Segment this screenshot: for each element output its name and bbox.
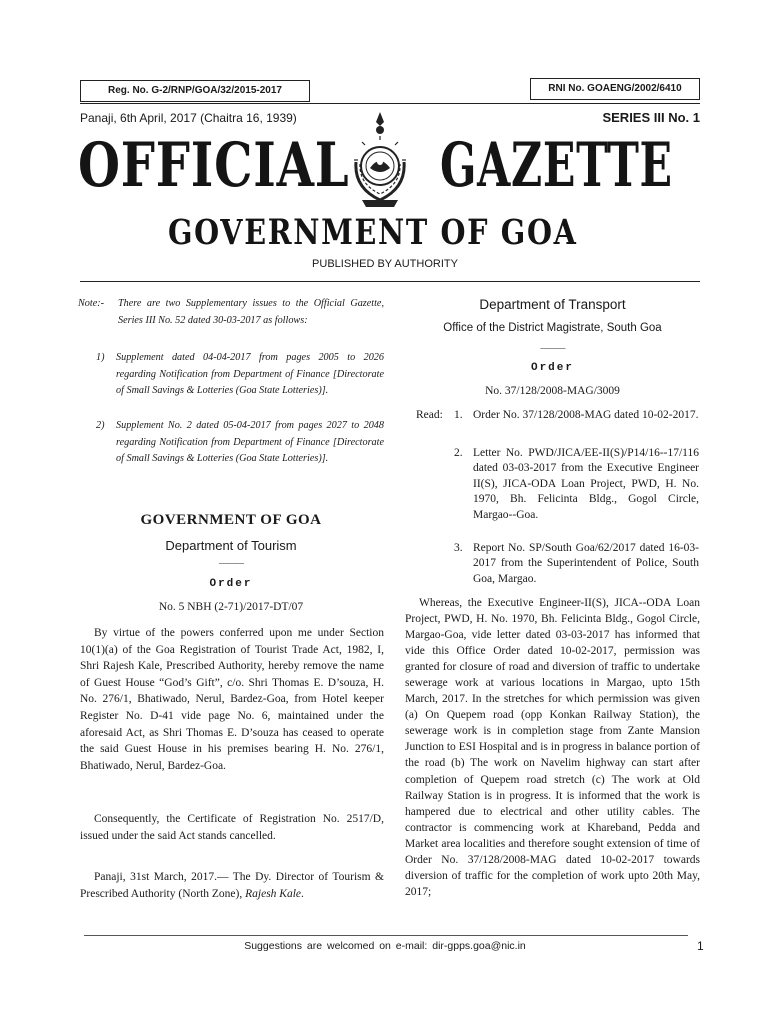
tourism-paragraph-2: Consequently, the Certificate of Registration No. 2517/D, issued under the said Act stands cancelled. (80, 813, 384, 842)
published-by-authority: PUBLISHED BY AUTHORITY (312, 258, 458, 270)
read-item-number: 3. (454, 542, 463, 554)
masthead-official: OFFICIAL (78, 130, 350, 201)
department-of-tourism: Department of Tourism (165, 538, 297, 553)
department-of-transport: Department of Transport (479, 297, 626, 312)
header-top-rule (80, 103, 700, 104)
page-number: 1 (697, 939, 704, 953)
transport-paragraph-1: Whereas, the Executive Engineer-II(S), JICA--ODA Loan Project, PWD, H. No. 1970, Bh. Felicinta Bldg., Gogol Circle, Margao-Goa, vide letter dated 03-03-2017 has informed that vide this Office Order dated 10-02-2017, permission was granted for closure of road and diversion of traffic to undertake sewerage work at various locations in Margao, upto 15th March, 2017. In the stretches for which permission was given (a) On Quepem road (opp Konkan Railway Station), the sewerage work is in completion stage from Zante Mansion Junction to ESI Hospital and is in progress in balance portion of the road (b) The work on Navelim highway can start after completion of Quepem road stretch (c) The work at Old Railway Station is in progress. It is informed that the work is hampered due to electrical and other utility cables. The contractor is commencing work at Khareband, Pedda and Market area localities and therefore sought extension of time of Order No. 37/128/2008-MAG dated 10-02-2017 towards diversion of traffic for the completion of work upto 20th May, 2017; (405, 597, 700, 898)
supplement-item-text: Supplement No. 2 dated 05-04-2017 from pages 2027 to 2048 regarding Notification from Department of Finance [Directorate of Small Savings & Lotteries (Goa State Lotteries)]. (116, 420, 384, 464)
header-bottom-rule (80, 281, 700, 282)
read-item-1 (416, 408, 700, 440)
transport-order-heading: Order (530, 362, 574, 374)
note-text: There are two Supplementary issues to the Official Gazette, Series III No. 52 dated 30-03-2017 as follows: (118, 298, 384, 326)
dateline: Panaji, 6th April, 2017 (Chaitra 16, 1939) (80, 111, 297, 125)
series-number: SERIES III No. 1 (602, 110, 700, 125)
transport-order-number: No. 37/128/2008-MAG/3009 (485, 385, 620, 397)
tourism-signature-text: Panaji, 31st March, 2017.— The Dy. Director of Tourism & Prescribed Authority (North Zone), (80, 871, 384, 900)
footer-suggestions: Suggestions are welcomed on e-mail: dir-gpps.goa@nic.in (244, 940, 526, 952)
tourism-signature-paragraph (80, 869, 384, 902)
note-label: Note:- (78, 298, 105, 309)
footer-rule (84, 935, 688, 936)
district-magistrate-office: Office of the District Magistrate, South Goa (443, 322, 662, 334)
rni-number-box (530, 78, 700, 100)
masthead-gazette: GAZETTE (440, 130, 673, 201)
supplement-item-number: 2) (96, 420, 105, 431)
read-label: Read: (416, 409, 443, 421)
supplement-item-2 (96, 418, 384, 478)
rni-number: RNI No. GOAENG/2002/6410 (548, 83, 682, 94)
masthead-government-of-goa: GOVERNMENT OF GOA (168, 212, 578, 253)
read-item-text: Letter No. PWD/JICA/EE-II(S)/P14/16--17/116 dated 03-03-2017 from the Executive Engineer II(S), JICA-ODA Loan Project, PWD, H. No. 1970, Bh. Felicinta Bldg., Gogol Circle, Margao--Goa. (473, 447, 699, 521)
supplement-item-number: 1) (96, 352, 105, 363)
government-of-goa-heading: GOVERNMENT OF GOA (140, 512, 322, 528)
read-item-number: 1. (454, 409, 463, 421)
tourism-paragraph-1: By virtue of the powers conferred upon me under Section 10(1)(a) of the Goa Registration of Tourist Trade Act, 1982, I, Shri Rajesh Kale, Prescribed Authority, hereby remove the name of Guest House “God’s Gift”, c/o. Shri Thomas E. D’souza, H. No. 276/1, Bhatiwado, Nerul, Bardez-Goa, from Hotel keeper Register No. D-41 vide page No. 6, maintained under the aforesaid Act, as Shri Thomas E. D’souza has ceased to operate the said Guest House in his premises bearing H. No. 276/1, Bhatiwado, Nerul, Bardez-Goa. (80, 627, 384, 772)
read-item-3 (416, 541, 700, 589)
read-item-number: 2. (454, 447, 463, 459)
tourism-signatory-name: Rajesh Kale (245, 887, 302, 900)
tourism-order-number: No. 5 NBH (2-71)/2017-DT/07 (158, 601, 304, 613)
state-emblem (340, 110, 420, 210)
transport-separator: ——— (540, 343, 565, 353)
read-item-text: Report No. SP/South Goa/62/2017 dated 16-03-2017 from the Superintendent of Police, South Goa, Margao. (473, 542, 699, 585)
registration-number: Reg. No. G-2/RNP/GOA/32/2015-2017 (108, 85, 282, 96)
read-item-text: Order No. 37/128/2008-MAG dated 10-02-2017. (473, 409, 699, 421)
supplement-note (78, 296, 384, 348)
read-item-2 (416, 446, 700, 538)
tourism-separator: ——— (219, 558, 243, 568)
supplement-item-1 (96, 350, 384, 410)
supplement-item-text: Supplement dated 04-04-2017 from pages 2005 to 2026 regarding Notification from Department of Finance [Directorate of Small Savings & Lotteries (Goa State Lotteries)]. (116, 352, 384, 396)
tourism-order-heading: Order (209, 578, 253, 590)
registration-number-box (80, 80, 310, 102)
tourism-signature-end: . (301, 887, 304, 900)
